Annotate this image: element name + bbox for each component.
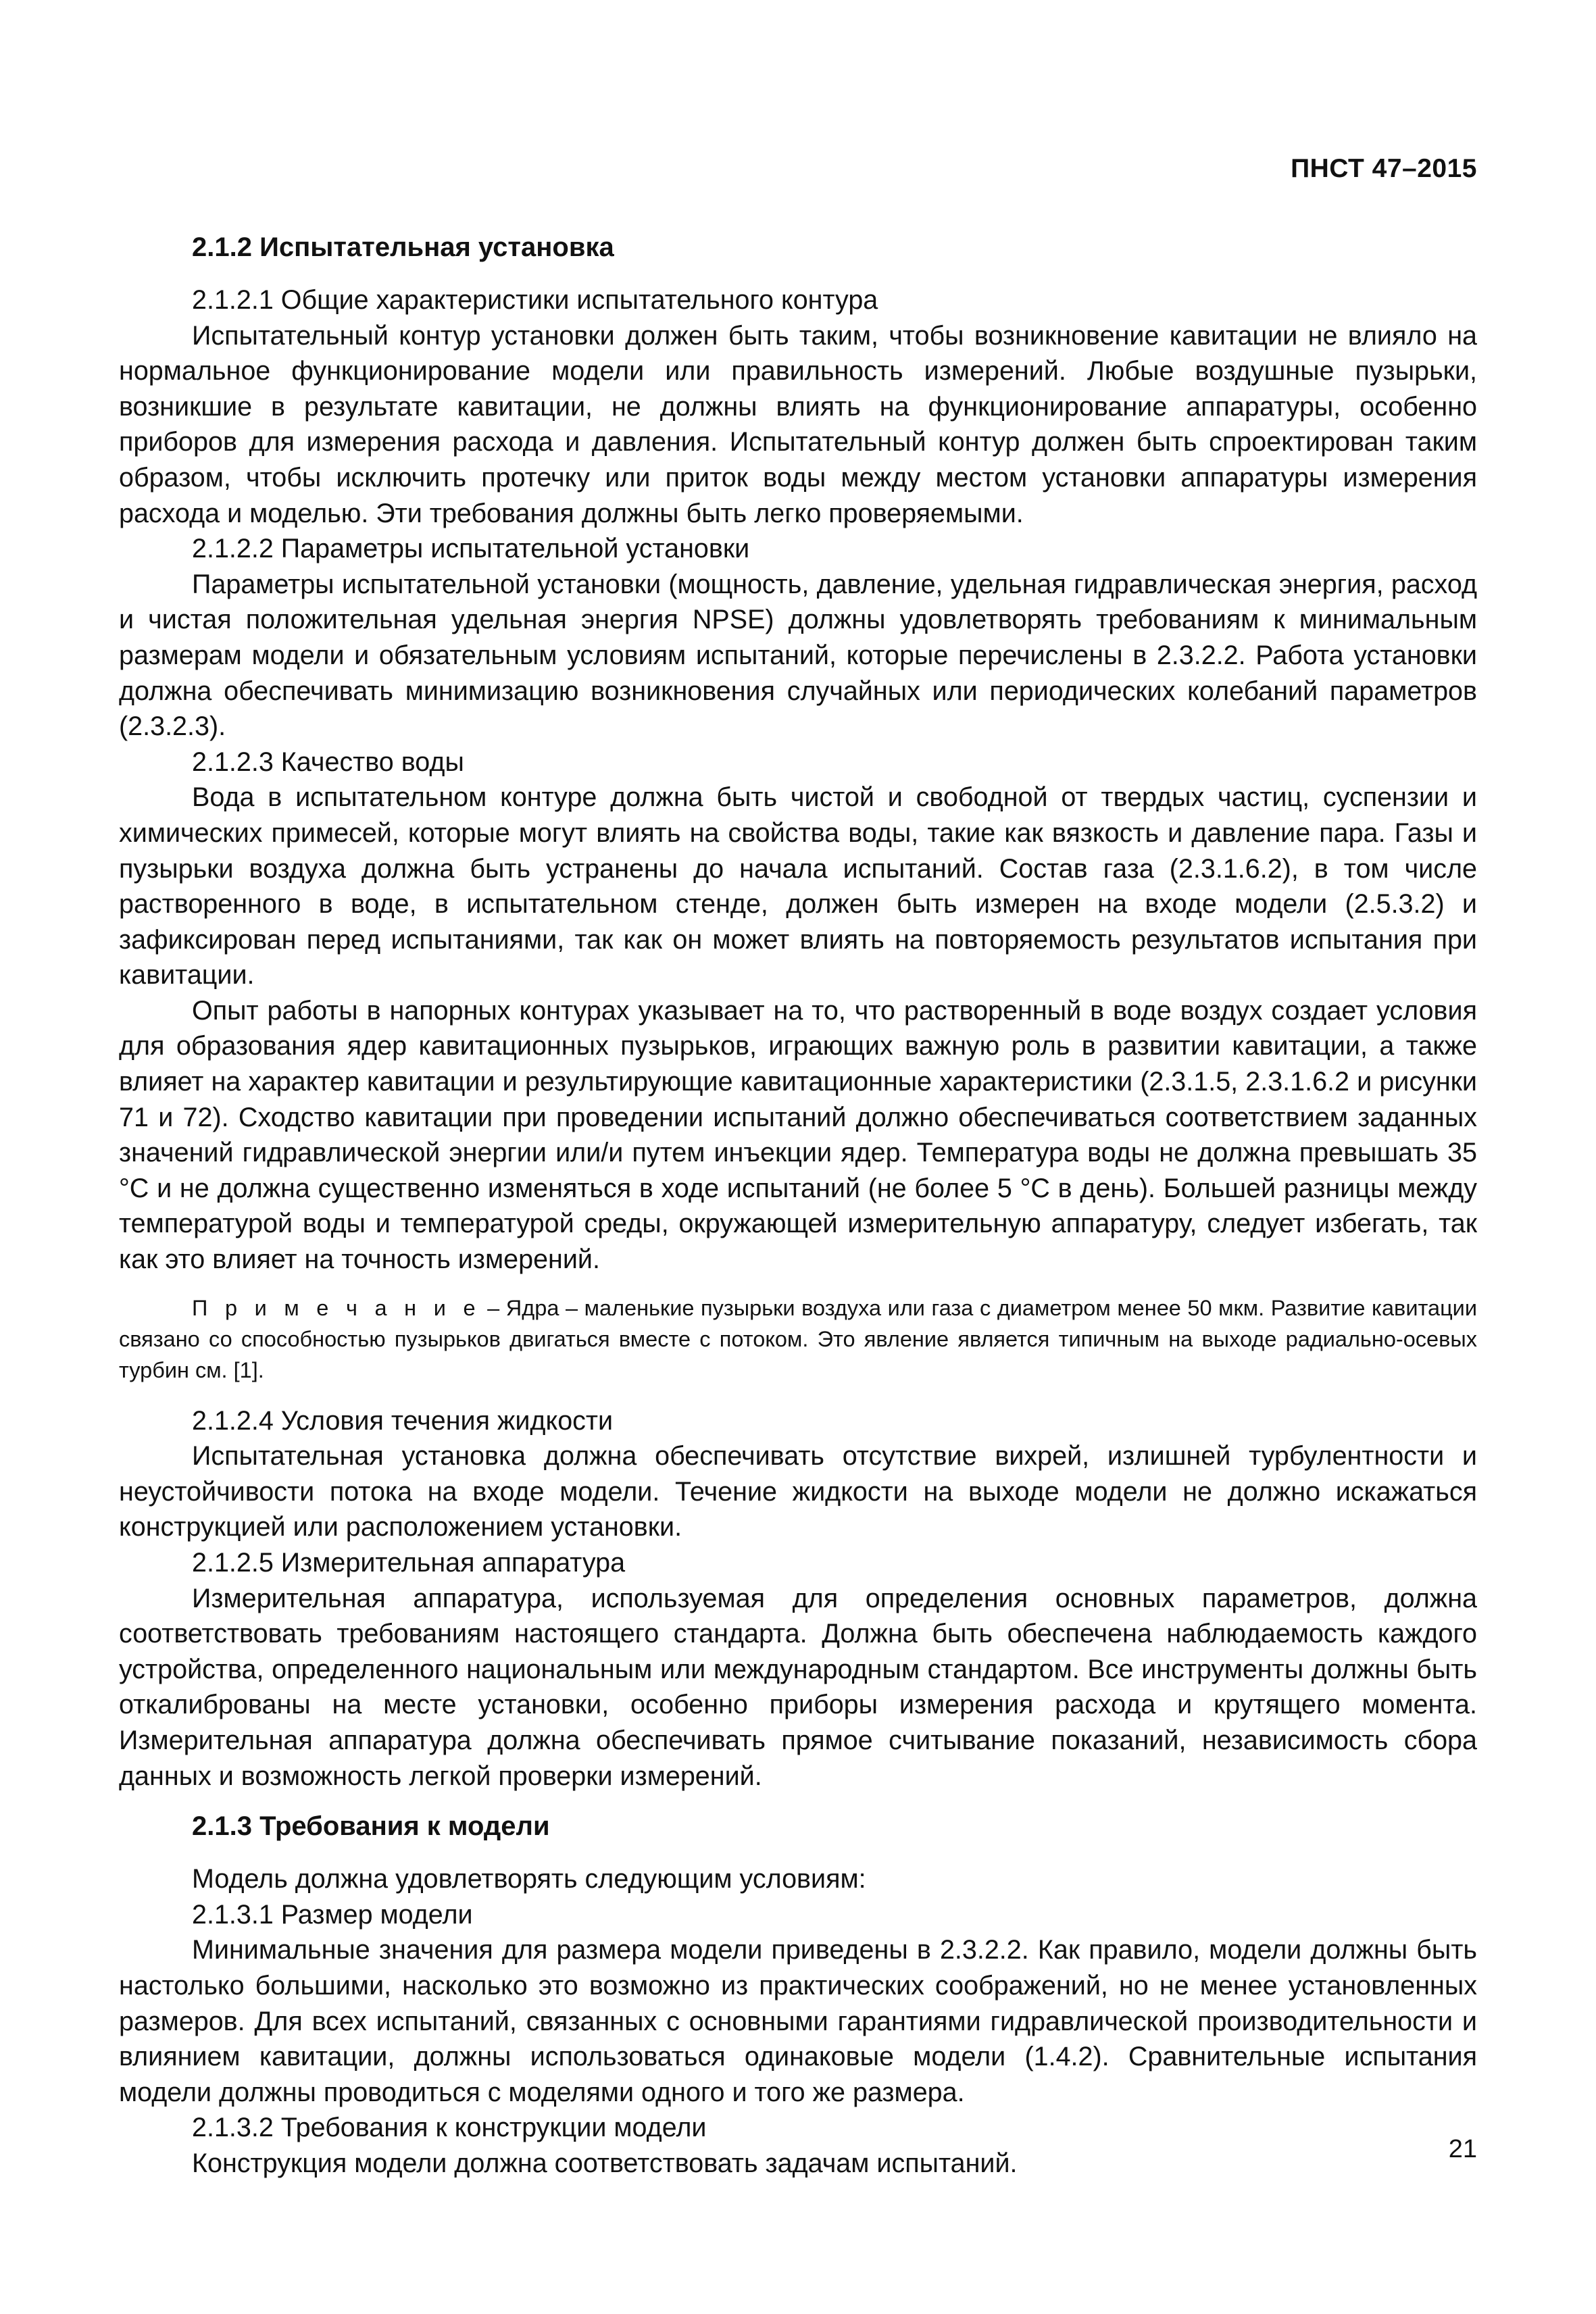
subsection-title-2-1-2-1: 2.1.2.1 Общие характеристики испытательного контура (192, 285, 878, 315)
paragraph: Измерительная аппаратура, используемая для определения основных параметров, должна соответствовать требованиям настоящего стандарта. Должна быть обеспечена наблюдаемость каждого устройства, определенного национальным или международным стандартом. Все инструменты должны быть откалиброваны на месте установки, особенно приборы измерения расхода и крутящего момента. Измерительная аппаратура должна обеспечивать прямое считывание показаний, независимость сбора данных и возможность легкой проверки измерений. (119, 1583, 1477, 1791)
paragraph: Опыт работы в напорных контурах указывает на то, что растворенный в воде воздух создает условия для образования ядер кавитационных пузырьков, играющих важную роль в развитии кавитации, а также влияет на характер кавитации и результирующие кавитационные характеристики (2.3.1.5, 2.3.1.6.2 и рисунки 71 и 72). Сходство кавитации при проведении испытаний должно обеспечиваться соответствием заданных значений гидравлической энергии или/и путем инъекции ядер. Температура воды не должна превышать 35 °С и не должна существенно изменяться в ходе испытаний (не более 5 °С в день). Большей разницы между температурой воды и температурой среды, окружающей измерительную аппаратуру, следует избегать, так как это влияет на точность измерений. (119, 995, 1477, 1275)
subsection-title-2-1-2-5: 2.1.2.5 Измерительная аппаратура (192, 1548, 626, 1578)
paragraph: Вода в испытательном контуре должна быть чистой и свободной от твердых частиц, суспензии и химических примесей, которые могут влиять на свойства воды, такие как вязкость и давление пара. Газы и пузырьки воздуха должна быть устранены до начала испытаний. Состав газа (2.3.1.6.2), в том числе растворенного в воде, в испытательном стенде, должен быть измерен на входе модели (2.5.3.2) и зафиксирован перед испытаниями, так как он может влиять на повторяемость результатов испытания при кавитации. (119, 782, 1477, 990)
section-heading-2-1-3: 2.1.3 Требования к модели (192, 1811, 550, 1842)
note-label: П р и м е ч а н и е (192, 1295, 481, 1320)
note-text: – Ядра – маленькие пузырьки воздуха или газа с диаметром менее 50 мкм. Развитие кавитации связано со способностью пузырьков двигаться вместе с потоком. Это явление является типичным на выходе радиально-осевых турбин см. [1]. (119, 1295, 1477, 1382)
page-number: 21 (1448, 2135, 1477, 2163)
paragraph: Минимальные значения для размера модели приведены в 2.3.2.2. Как правило, модели должны быть настолько большими, насколько это возможно из практических соображений, но не менее установленных размеров. Для всех испытаний, связанных с основными гарантиями гидравлической производительности и влиянием кавитации, должны использоваться одинаковые модели (1.4.2). Сравнительные испытания модели должны проводиться с моделями одного и того же размера. (119, 1935, 1477, 2107)
subsection-title-2-1-2-3: 2.1.2.3 Качество воды (192, 747, 464, 777)
subsection-title-2-1-3-2: 2.1.3.2 Требования к конструкции модели (192, 2113, 707, 2143)
standard-code: ПНСТ 47–2015 (1291, 154, 1477, 183)
paragraph: Испытательный контур установки должен быть таким, чтобы возникновение кавитации не влияло на нормальное функционирование модели или правильность измерений. Любые воздушные пузырьки, возникшие в результате кавитации, не должны влиять на функционирование аппаратуры, особенно приборов для измерения расхода и давления. Испытательный контур должен быть спроектирован таким образом, чтобы исключить протечку или приток воды между местом установки аппаратуры измерения расхода и моделью. Эти требования должны быть легко проверяемыми. (119, 320, 1477, 528)
subsection-title-2-1-3-1: 2.1.3.1 Размер модели (192, 1899, 473, 1930)
paragraph: Модель должна удовлетворять следующим условиям: (192, 1864, 866, 1894)
paragraph: Параметры испытательной установки (мощность, давление, удельная гидравлическая энергия, расход и чистая положительная удельная энергия NPSE) должны удовлетворять требованиям к минимальным размерам модели и обязательным условиям испытаний, которые перечислены в 2.3.2.2. Работа установки должна обеспечивать минимизацию возникновения случайных или периодических колебаний параметров (2.3.2.3). (119, 569, 1477, 742)
subsection-title-2-1-2-4: 2.1.2.4 Условия течения жидкости (192, 1405, 614, 1436)
paragraph: Испытательная установка должна обеспечивать отсутствие вихрей, излишней турбулентности и неустойчивости потока на входе модели. Течение жидкости на выходе модели не должно искажаться конструкцией или расположением установки. (119, 1441, 1477, 1542)
paragraph: Конструкция модели должна соответствовать задачам испытаний. (192, 2148, 1018, 2178)
subsection-title-2-1-2-2: 2.1.2.2 Параметры испытательной установки (192, 534, 750, 564)
note (119, 1292, 1477, 1386)
document-body (119, 230, 1477, 2182)
section-heading-2-1-2: 2.1.2 Испытательная установка (192, 232, 614, 262)
